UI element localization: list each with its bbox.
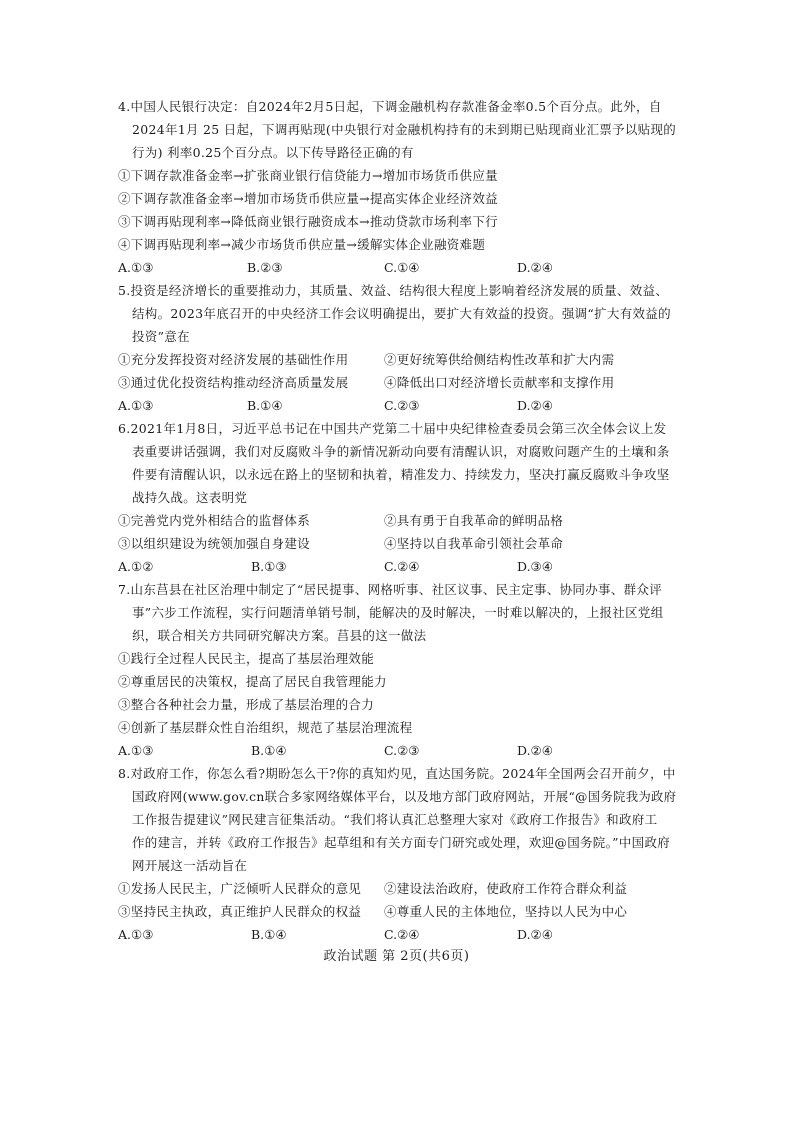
question-8-stem-line-5: 网开展这一活动旨在	[132, 858, 248, 873]
question-5-item-2: ②更好统筹供给侧结构性改革和扩大内需	[384, 352, 615, 367]
question-5-choice-a: A.①③	[118, 398, 154, 413]
question-7-item-1: ①践行全过程人民民主，提高了基层治理效能	[118, 651, 375, 666]
question-8-choice-b: B.①④	[251, 927, 287, 942]
question-8-choice-d: D.②④	[517, 927, 553, 942]
question-7-stem-line-1: 7.山东莒县在社区治理中制定了“居民提事、网格听事、社区议事、民主定事、协同办事、群众评	[118, 582, 663, 597]
question-6-choice-d: D.③④	[517, 559, 553, 574]
question-8-choice-c: C.②④	[384, 927, 420, 942]
question-7-item-4: ④创新了基层群众性自治组织，规范了基层治理流程	[118, 720, 413, 735]
question-5-item-1: ①充分发挥投资对经济发展的基础性作用	[118, 352, 349, 367]
question-6-item-2: ②具有勇于自我革命的鲜明品格	[384, 513, 564, 528]
question-8-choice-a: A.①③	[118, 927, 154, 942]
question-6-stem-line-4: 战持久战。这表明党	[132, 490, 248, 505]
question-8-stem-line-1: 8.对政府工作，你怎么看?期盼怎么干?你的真知灼见，直达国务院。2024年全国两会召开前夕，中	[118, 766, 676, 781]
question-7-stem-line-2: 事”六步工作流程，实行问题清单销号制，能解决的及时解决，一时难以解决的，上报社区党组	[132, 605, 664, 620]
question-5-choice-b: B.①④	[247, 398, 283, 413]
question-5-item-3: ③通过优化投资结构推动经济高质量发展	[118, 375, 349, 390]
question-6-choice-a: A.①②	[118, 559, 154, 574]
question-4-stem-line-3: 行为) 利率0.25个百分点。以下传导路径正确的有	[132, 145, 414, 160]
question-4-stem-line-1: 4.中国人民银行决定：自2024年2月5日起，下调金融机构存款准备金率0.5个百分点。此外，自	[118, 99, 662, 114]
question-5-stem-line-3: 投资”意在	[132, 329, 190, 344]
question-8-item-1: ①发扬人民民主，广泛倾听人民群众的意见	[118, 881, 362, 896]
question-7-stem-line-3: 织，联合相关方共同研究解决方案。莒县的这一做法	[132, 628, 427, 643]
question-5-stem-line-2: 结构。2023年底召开的中央经济工作会议明确提出，要扩大有效益的投资。强调“扩大有效益的	[132, 306, 671, 321]
question-5-item-4: ④降低出口对经济增长贡献率和支撑作用	[384, 375, 615, 390]
question-4-item-3: ③下调再贴现利率→降低商业银行融资成本→推动贷款市场利率下行	[118, 214, 498, 229]
question-6-item-3: ③以组织建设为统领加强自身建设	[118, 536, 311, 551]
page-footer: 政治试题 第 2页(共6页)	[323, 949, 470, 964]
question-8-item-3: ③坚持民主执政，真正维护人民群众的权益	[118, 904, 362, 919]
question-7-item-3: ③整合各种社会力量，形成了基层治理的合力	[118, 697, 375, 712]
question-6-item-4: ④坚持以自我革命引领社会革命	[384, 536, 564, 551]
question-4-item-2: ②下调存款准备金率→增加市场货币供应量→提高实体企业经济效益	[118, 191, 498, 206]
question-4-stem-line-2: 2024年1月 25 日起，下调再贴现(中央银行对金融机构持有的未到期已贴现商业汇票予以贴现的	[132, 122, 677, 137]
question-6-choice-c: C.②④	[384, 559, 420, 574]
question-8-stem-line-2: 国政府网(www.gov.cn联合多家网络媒体平台，以及地方部门政府网站，开展“@国务院我为政府	[132, 789, 677, 804]
question-4-choice-b: B.②③	[247, 260, 283, 275]
question-7-choice-a: A.①③	[118, 743, 154, 758]
question-4-choice-d: D.②④	[517, 260, 553, 275]
question-6-stem-line-1: 6.2021年1月8日，习近平总书记在中国共产党第二十届中央纪律检查委员会第三次全体会议上发	[118, 421, 667, 436]
question-7-choice-c: C.②③	[384, 743, 420, 758]
question-8-item-4: ④尊重人民的主体地位，坚持以人民为中心	[384, 904, 628, 919]
question-5-stem-line-1: 5.投资是经济增长的重要推动力，其质量、效益、结构很大程度上影响着经济发展的质量、效益、	[118, 283, 669, 298]
question-4-choice-c: C.①④	[384, 260, 420, 275]
question-8-item-2: ②建设法治政府，使政府工作符合群众利益	[384, 881, 628, 896]
question-8-stem-line-3: 工作报告提建议”网民建言征集活动。“我们将认真汇总整理大家对《政府工作报告》和政府工	[132, 812, 658, 827]
question-7-choice-d: D.②④	[517, 743, 553, 758]
question-6-stem-line-3: 件要有清醒认识，以永远在路上的坚韧和执着，精准发力、持续发力，坚决打赢反腐败斗争攻坚	[132, 467, 670, 482]
question-6-choice-b: B.①③	[251, 559, 287, 574]
question-6-item-1: ①完善党内党外相结合的监督体系	[118, 513, 311, 528]
question-6-stem-line-2: 表重要讲话强调，我们对反腐败斗争的新情况新动向要有清醒认识，对腐败问题产生的土壤和条	[132, 444, 670, 459]
question-5-choice-d: D.②④	[517, 398, 553, 413]
question-5-choice-c: C.②③	[384, 398, 420, 413]
question-7-choice-b: B.①④	[251, 743, 287, 758]
question-4-item-1: ①下调存款准备金率→扩张商业银行信贷能力→增加市场货币供应量	[118, 168, 498, 183]
question-8-stem-line-4: 作的建言，并转《政府工作报告》起草组和有关方面专门研究或处理，欢迎@国务院。”中国政府	[132, 835, 671, 850]
question-4-choice-a: A.①③	[118, 260, 154, 275]
question-4-item-4: ④下调再贴现利率→减少市场货币供应量→缓解实体企业融资难题	[118, 237, 486, 252]
question-7-item-2: ②尊重居民的决策权，提高了居民自我管理能力	[118, 674, 387, 689]
